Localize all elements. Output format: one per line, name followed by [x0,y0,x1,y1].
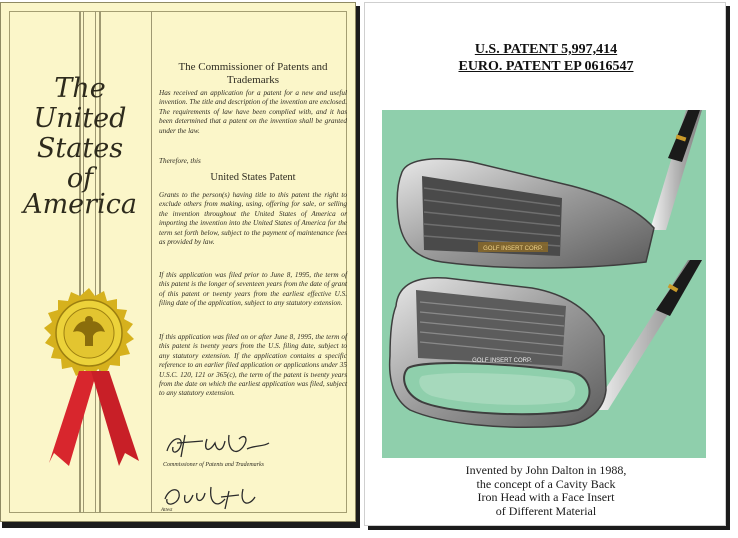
golf-iron-heads-illustration [382,110,706,458]
top-club-text: GOLF INSERT CORP. [483,246,543,252]
invention-caption [365,464,727,518]
attest-caption: Attest [161,508,173,513]
attest-signature [159,479,259,515]
patent-numbers [365,41,727,75]
grant-paragraph: Grants to the person(s) having title to this patent the right to exclude others from making, using, offering for sale, or selling the invention throughout the United States of America or importing the invention into the United States of America for the term set forth below, subject to the payment of maintenance fees as provided by law. [159,191,347,247]
red-ribbon-icon [49,371,139,466]
certificate-title-line: America [23,189,137,220]
caption-line: of Different Material [495,503,597,518]
golf-patent-page [364,2,726,526]
commissioner-signature [163,429,273,461]
bottom-club-text: GOLF INSERT CORP. [472,358,532,364]
commissioner-heading: The Commissioner of Patents and Trademarks [178,61,328,86]
gold-seal-icon [43,288,135,380]
us-patent-number: U.S. PATENT 5,997,414 [474,42,618,57]
term-paragraph-2: If this application was filed on or after June 8, 1995, the term of this patent is twenty years from the U.S. filing date, subject to any statutory extension. If the application contains a specific reference to an earlier filed application or applications under 35 U.S.C. 120, 121 or 365(c), the term of the patent is twenty years from the date on which the earliest application was filed, subject to any statutory extension. [159,333,347,398]
patent-heading: United States Patent [210,172,296,183]
certificate-rule [151,11,152,513]
intro-paragraph: Has received an application for a patent for a new and useful invention. The title and description of the invention are enclosed. The requirements of law have been complied with, and it has been determined that a patent on the invention shall be granted under the law. [159,89,347,135]
signature-caption: Commissioner of Patents and Trademarks [163,462,265,468]
term-paragraph-1: If this application was filed prior to June 8, 1995, the term of this patent is the longer of seventeen years from the date of grant of this patent or twenty years from the earliest effective U.S. filing date of the application, subject to any statutory extension. [159,271,347,308]
caption-line: the concept of a Cavity Back [476,476,616,491]
certificate-title-line: The [54,73,106,104]
patent-certificate [0,2,356,522]
euro-patent-number: EURO. PATENT EP 0616547 [458,59,634,74]
certificate-title-line: of [66,163,94,194]
therefore-text: Therefore, this [159,157,201,165]
caption-line: Iron Head with a Face Insert [477,490,615,504]
certificate-title-line: United [33,103,127,134]
golf-club-photo [382,110,706,458]
caption-line: Invented by John Dalton in 1988, [465,463,627,477]
certificate-title-line: States [36,133,124,164]
